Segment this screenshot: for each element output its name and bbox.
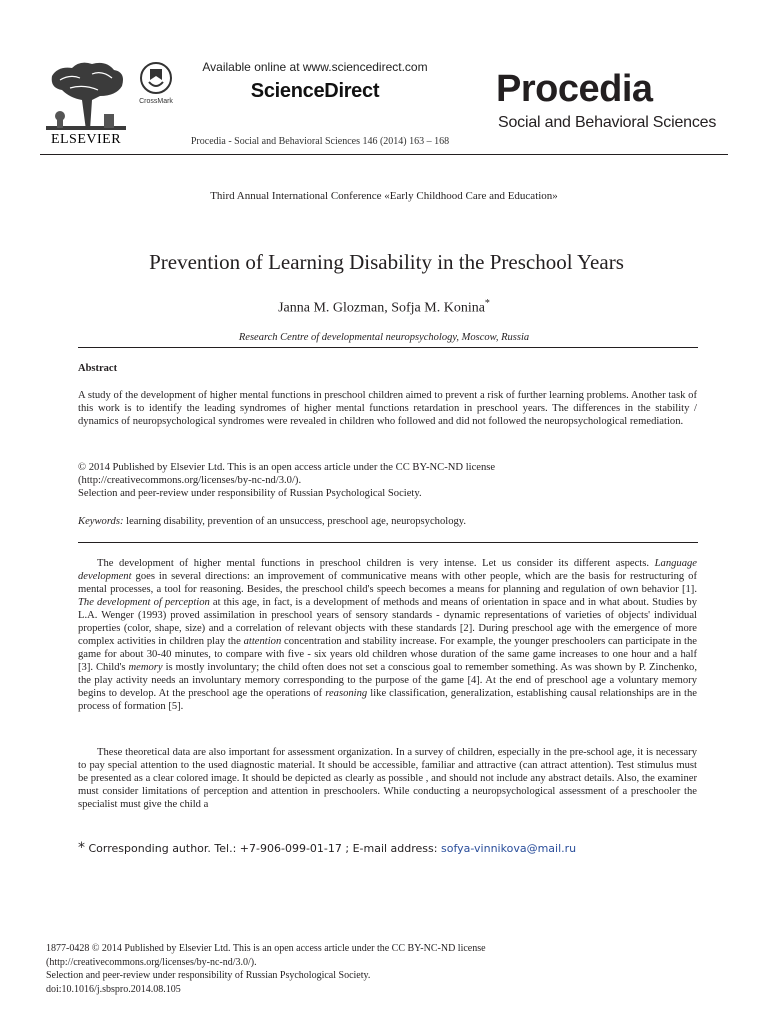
affiliation: Research Centre of developmental neuropsychology, Moscow, Russia [238,332,530,343]
elsevier-tree-logo [40,54,132,144]
crossmark-icon[interactable] [140,62,172,94]
peer-review-note: Selection and peer-review under responsibility of Russian Psychological Society. [78,488,422,499]
sciencedirect-brand[interactable]: ScienceDirect [250,80,380,102]
keywords-label: Keywords: [78,516,124,527]
footer-peer-review: Selection and peer-review under responsibility of Russian Psychological Society. [46,970,371,981]
abstract-body: A study of the development of higher mental functions in preschool children aimed to prevent a risk of further learning problems. Another task of this work is to identify the leading syndromes of higher mental functions retardation in preschool years. The differences in the stability / dynamics of neuropsychological syndromes were revealed in children who followed and did not followed the neuropsychological remediation. [78,390,697,427]
corresponding-author-note [78,840,698,856]
crossmark-label: CrossMark [139,98,173,105]
author-footnote-mark[interactable]: * [484,298,490,309]
header-divider [40,154,728,155]
abstract-heading: Abstract [78,363,118,374]
corresponding-text: Corresponding author. Tel.: +7-906-099-01-17 ; E-mail address: [85,842,441,855]
footer-issn-license: 1877-0428 © 2014 Published by Elsevier Ltd. This is an open access article under the CC BY-NC-ND license [46,943,486,954]
journal-subtitle: Social and Behavioral Sciences [498,114,717,131]
body-paragraph-1: The development of higher mental functions in preschool children is very intense. Let us consider its different aspects. Language development goes in several directions: an improvement of communicative means with other people, which are the basis for restructuring of mental processes, a tool for reasoning. Besides, the preschool child's speech becomes a means for planning and regulation of own behavior [1]. The development of perception at this age, in fact, is a development of methods and means of orientation in space and in what about. Studies by L.A. Wenger (1993) proved assimilation in preschool years of sensory standards - dynamic representations of varieties of objects' individual properties (color, shape, size) and a correlation of relevant objects with these standards [2]. During preschool age with the emergence of more complex activities in children play the attention concentration and stability increase. For example, the younger preschoolers can participate in the game for about 30-40 minutes, to compare with five - six years old children whose duration of the same game increases to one hour and a half [3]. Child's memory is mostly involuntary; the child often does not set a conscious goal to remember something. As was shown by P. Zinchenko, the play activity needs an involuntary memory corresponding to the purpose of the game [4]. At the end of preschool age a voluntary memory begins to develop. At the preschool age the operations of reasoning like classification, generalization, establishing causal relationships are in the process of formation [5]. [78,558,697,712]
license-link[interactable]: (http://creativecommons.org/licenses/by-nc-nd/3.0/). [78,475,302,486]
keywords [78,515,697,528]
footer-doi[interactable]: doi:10.1016/j.sbspro.2014.08.105 [46,983,181,995]
footer-license-link[interactable]: (http://creativecommons.org/licenses/by-nc-nd/3.0/). [46,956,257,968]
abstract-bottom-divider [78,542,698,543]
journal-citation: Procedia - Social and Behavioral Sciences 146 (2014) 163 – 168 [190,136,450,147]
publisher-name: ELSEVIER [50,132,122,147]
available-online-text: Available online at www.sciencedirect.com [202,60,428,74]
journal-name: Procedia [496,68,653,110]
authors-text: Janna M. Glozman, Sofja M. Konina [278,300,485,316]
abstract-top-divider [78,347,698,348]
keywords-list: learning disability, prevention of an unsuccess, preschool age, neuropsychology. [123,516,467,527]
copyright-line: © 2014 Published by Elsevier Ltd. This is an open access article under the CC BY-NC-ND license [78,462,496,473]
page-footer [46,942,646,996]
author-email-link[interactable]: sofya-vinnikova@mail.ru [440,842,577,855]
footnote-star: * [78,840,85,856]
conference-name: Third Annual International Conference «Early Childhood Care and Education» [210,190,558,202]
paper-title: Prevention of Learning Disability in the Preschool Years [149,250,624,274]
body-paragraph-2: These theoretical data are also important for assessment organization. In a survey of children, especially in the pre-school age, it is necessary to pay special attention to the used diagnostic material. It should be accessible, familiar and attractive (can attract attention). Test stimulus must be presented as a clear colored image. It should be depicted as clearly as possible , and should not include any abstract details. Also, the examiner must consider limitations of perception and attention in preschoolers. While conducting a neuropsychological assessment of a preschooler the specialist must give the child a [78,747,697,810]
author-list [0,298,768,317]
abstract-copyright [78,461,697,500]
